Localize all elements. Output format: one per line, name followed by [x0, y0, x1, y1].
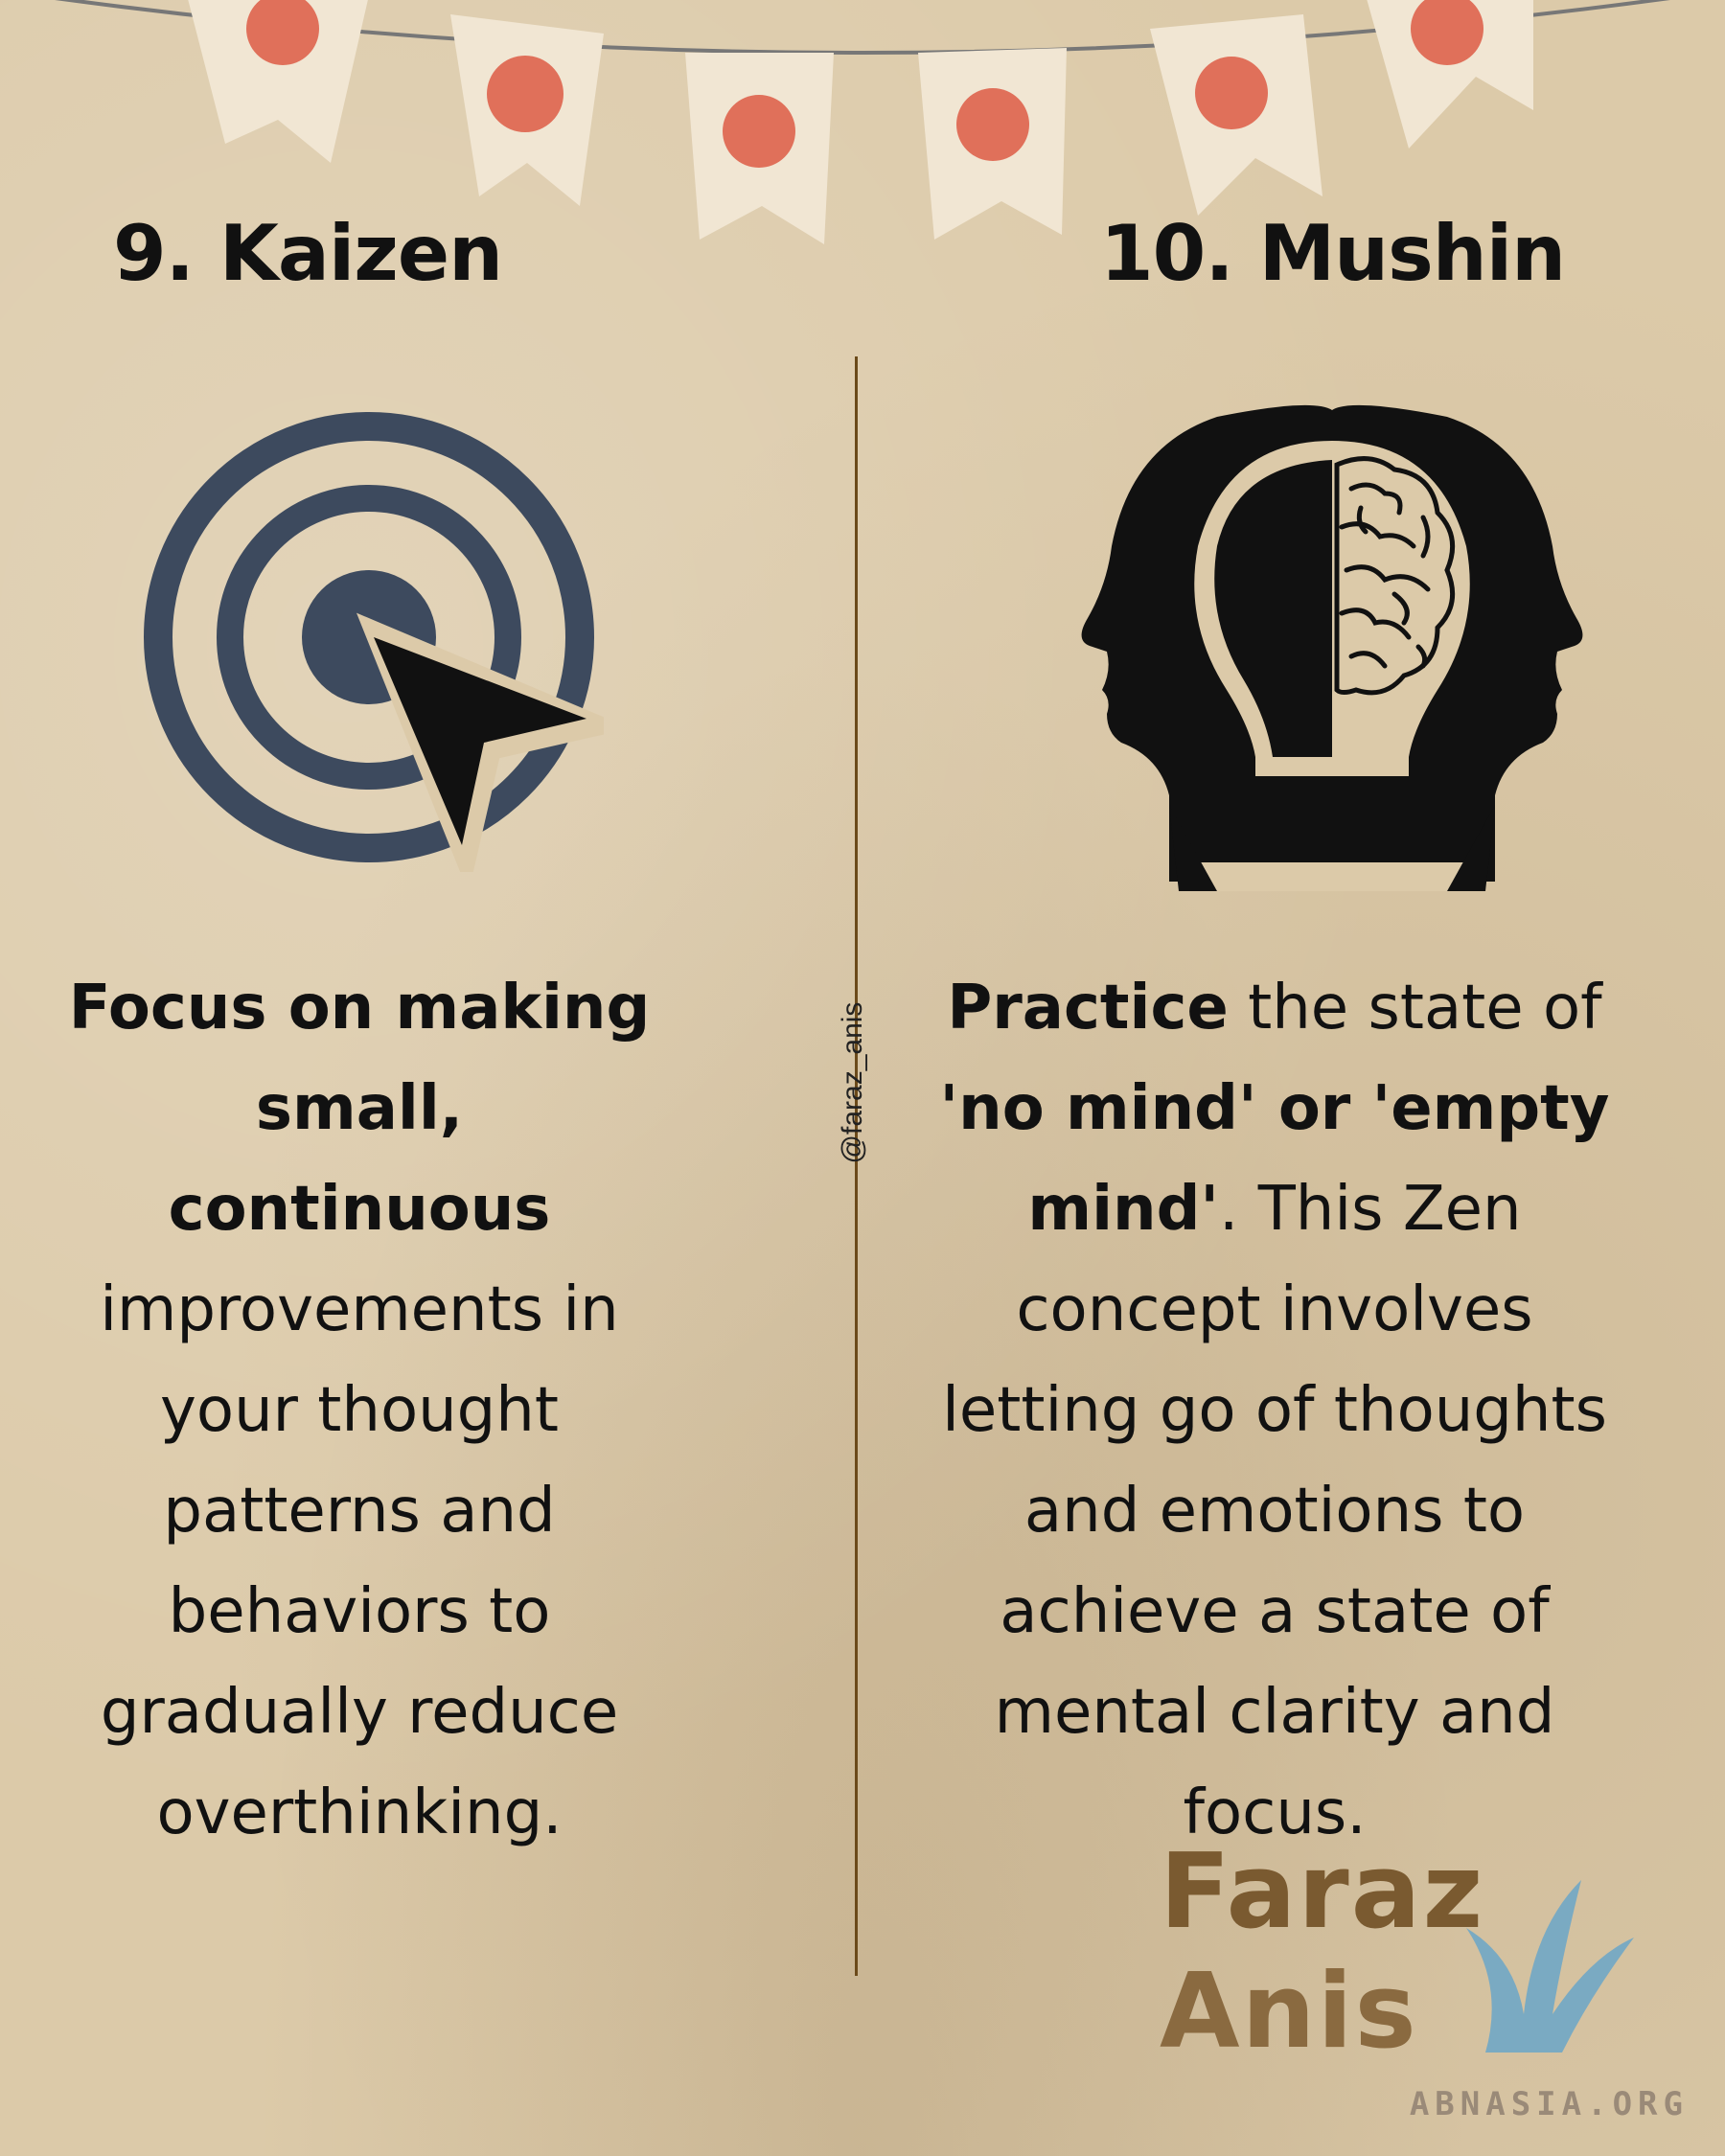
- mushin-description: [920, 958, 1629, 1864]
- logo-first: Faraz: [1160, 1832, 1485, 1952]
- kaizen-heading: 9. Kaizen: [113, 209, 503, 298]
- bunting-flag: [1366, 0, 1533, 149]
- mushin-desc-text1: the state of: [1228, 973, 1602, 1044]
- kaizen-desc-rest: improvements in your thought patterns and behaviors to gradually reduce overthinking.: [100, 1274, 619, 1848]
- faraz-anis-logo: [1160, 1832, 1696, 2129]
- head-bulb-brain-icon: [1054, 402, 1610, 891]
- handle-watermark: [834, 987, 872, 1179]
- bunting-flag: [187, 0, 369, 163]
- mushin-desc-bold1: Practice: [947, 973, 1229, 1044]
- mushin-desc-bold2: 'no mind' or 'empty mind': [939, 1073, 1610, 1245]
- bunting-flag: [1150, 14, 1322, 216]
- bunting-flag: [685, 53, 834, 244]
- logo-second: Anis: [1160, 1952, 1418, 2072]
- logo-name: [1160, 1832, 1696, 2072]
- kaizen-desc-bold: Focus on making small, continuous: [68, 973, 651, 1245]
- logo-site: ABNASIA.ORG: [1409, 2085, 1689, 2123]
- mushin-desc-text2: . This Zen concept involves letting go of thoughts and emotions to achieve a state of mental clarity and focus.: [942, 1174, 1607, 1848]
- target-cursor-icon: [134, 402, 604, 872]
- bunting-flag: [450, 14, 604, 206]
- bunting-flag: [918, 48, 1067, 240]
- handle-text: @faraz_anis: [837, 1001, 868, 1164]
- mushin-heading: 10. Mushin: [1100, 209, 1566, 298]
- kaizen-description: [58, 958, 661, 1864]
